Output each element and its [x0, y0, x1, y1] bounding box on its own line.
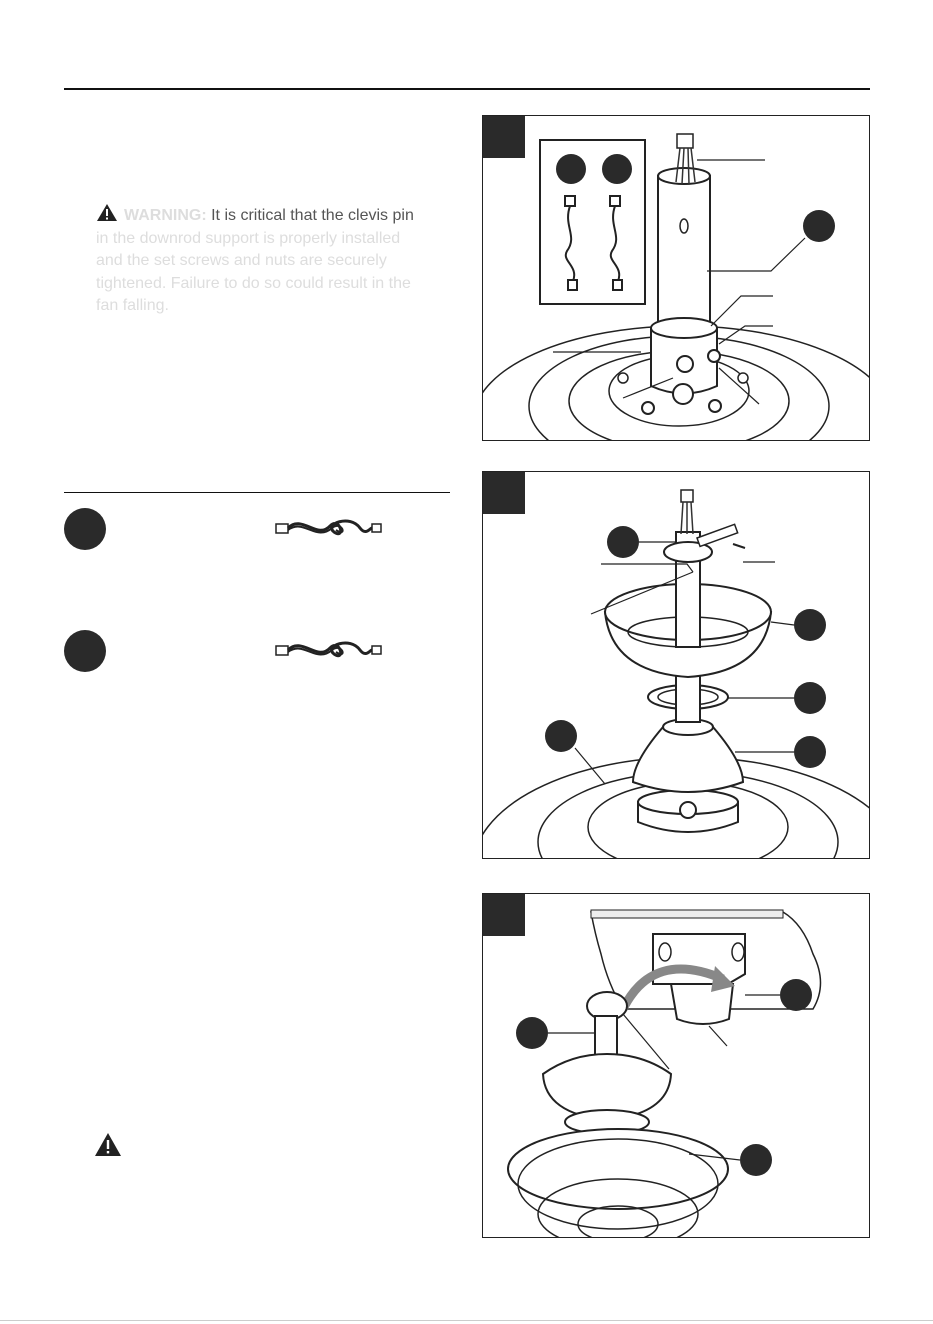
canopy-assembly-illustration: [483, 472, 869, 858]
figure-panel-1: [482, 115, 870, 441]
warning-block: [96, 203, 456, 318]
warning-line1: It is critical that the clevis pin: [211, 207, 414, 224]
section-rule: [64, 492, 450, 493]
hanging-fan-illustration: [483, 894, 869, 1237]
wire-harness-icon: [272, 510, 384, 544]
downrod-assembly-illustration: [483, 116, 869, 440]
warning-label: WARNING:: [124, 207, 207, 224]
hanger-bracket-icon: [653, 934, 745, 1024]
warning-line4: tightened. Failure to do so could result in the: [96, 274, 411, 292]
clevis-pin-icon: [697, 524, 738, 546]
wire-harness-icon: [272, 632, 384, 666]
warning-icon: [94, 1132, 122, 1157]
part-badge-1: [64, 508, 106, 550]
part-badge-2: [64, 630, 106, 672]
warning-line5: fan falling.: [96, 297, 169, 314]
header-rule: [64, 88, 870, 90]
figure-panel-3: [482, 893, 870, 1238]
footer-rule: [0, 1320, 933, 1321]
figure-panel-2: [482, 471, 870, 859]
warning-icon: [96, 203, 118, 222]
warning-line3: and the set screws and nuts are securely: [96, 252, 387, 269]
warning-line2: in the downrod support is properly installed: [96, 229, 401, 247]
